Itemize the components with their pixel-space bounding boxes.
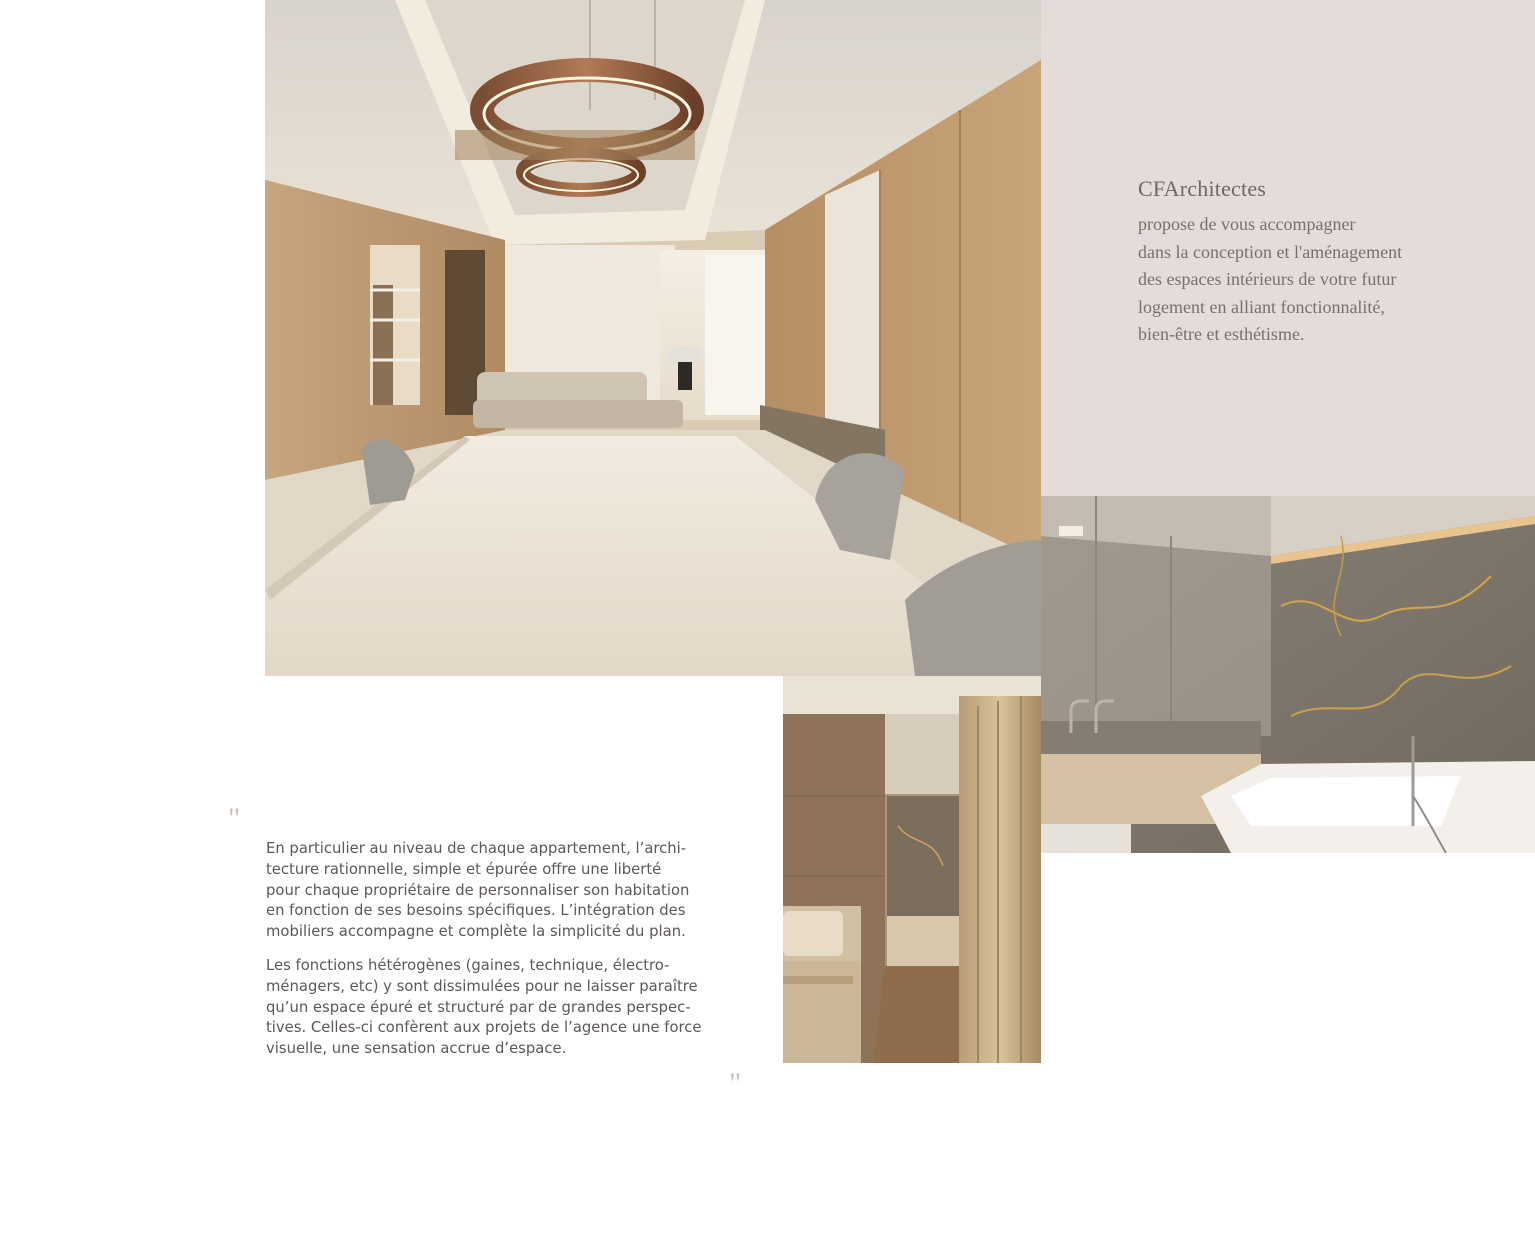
text-line: ménagers, etc) y sont dissimulées pour ne laisser paraître	[266, 977, 698, 995]
brand-title: CFArchitectes	[1138, 176, 1267, 201]
description-paragraph	[266, 956, 736, 1060]
text-line: visuelle, une sensation accrue d’espace.	[266, 1040, 567, 1058]
living-dining-room-photo	[265, 0, 1041, 676]
open-quote-mark: "	[228, 802, 241, 835]
text-line: qu’un espace épuré et structuré par de grandes perspec-	[266, 998, 691, 1016]
text-line: tives. Celles-ci confèrent aux projets de l’agence une force	[266, 1019, 702, 1037]
text-line: Les fonctions hétérogènes (gaines, technique, électro-	[266, 956, 670, 974]
intro-line: dans la conception et l'aménagement	[1138, 241, 1403, 262]
project-description	[266, 839, 736, 1073]
intro-line: des espaces intérieurs de votre futur	[1138, 269, 1397, 289]
text-line: En particulier au niveau de chaque appartement, l’archi-	[266, 840, 687, 857]
text-line: tecture rationnelle, simple et épurée offre une liberté	[266, 860, 662, 878]
intro-text	[1138, 211, 1498, 349]
close-quote-mark: "	[729, 1067, 742, 1100]
marble-bathroom-photo	[1041, 496, 1535, 853]
intro-line: logement en alliant fonctionnalité,	[1138, 296, 1385, 317]
text-line: pour chaque propriétaire de personnaliser son habitation	[266, 881, 690, 899]
bedroom-photo	[783, 676, 1041, 1063]
description-paragraph	[266, 839, 736, 943]
text-line: mobiliers accompagne et complète la simplicité du plan.	[266, 923, 686, 941]
text-line: en fonction de ses besoins spécifiques. L’intégration des	[266, 902, 686, 920]
intro-line: bien-être et esthétisme.	[1138, 324, 1305, 344]
intro-line: propose de vous accompagner	[1138, 214, 1356, 234]
intro-panel	[1041, 0, 1535, 496]
